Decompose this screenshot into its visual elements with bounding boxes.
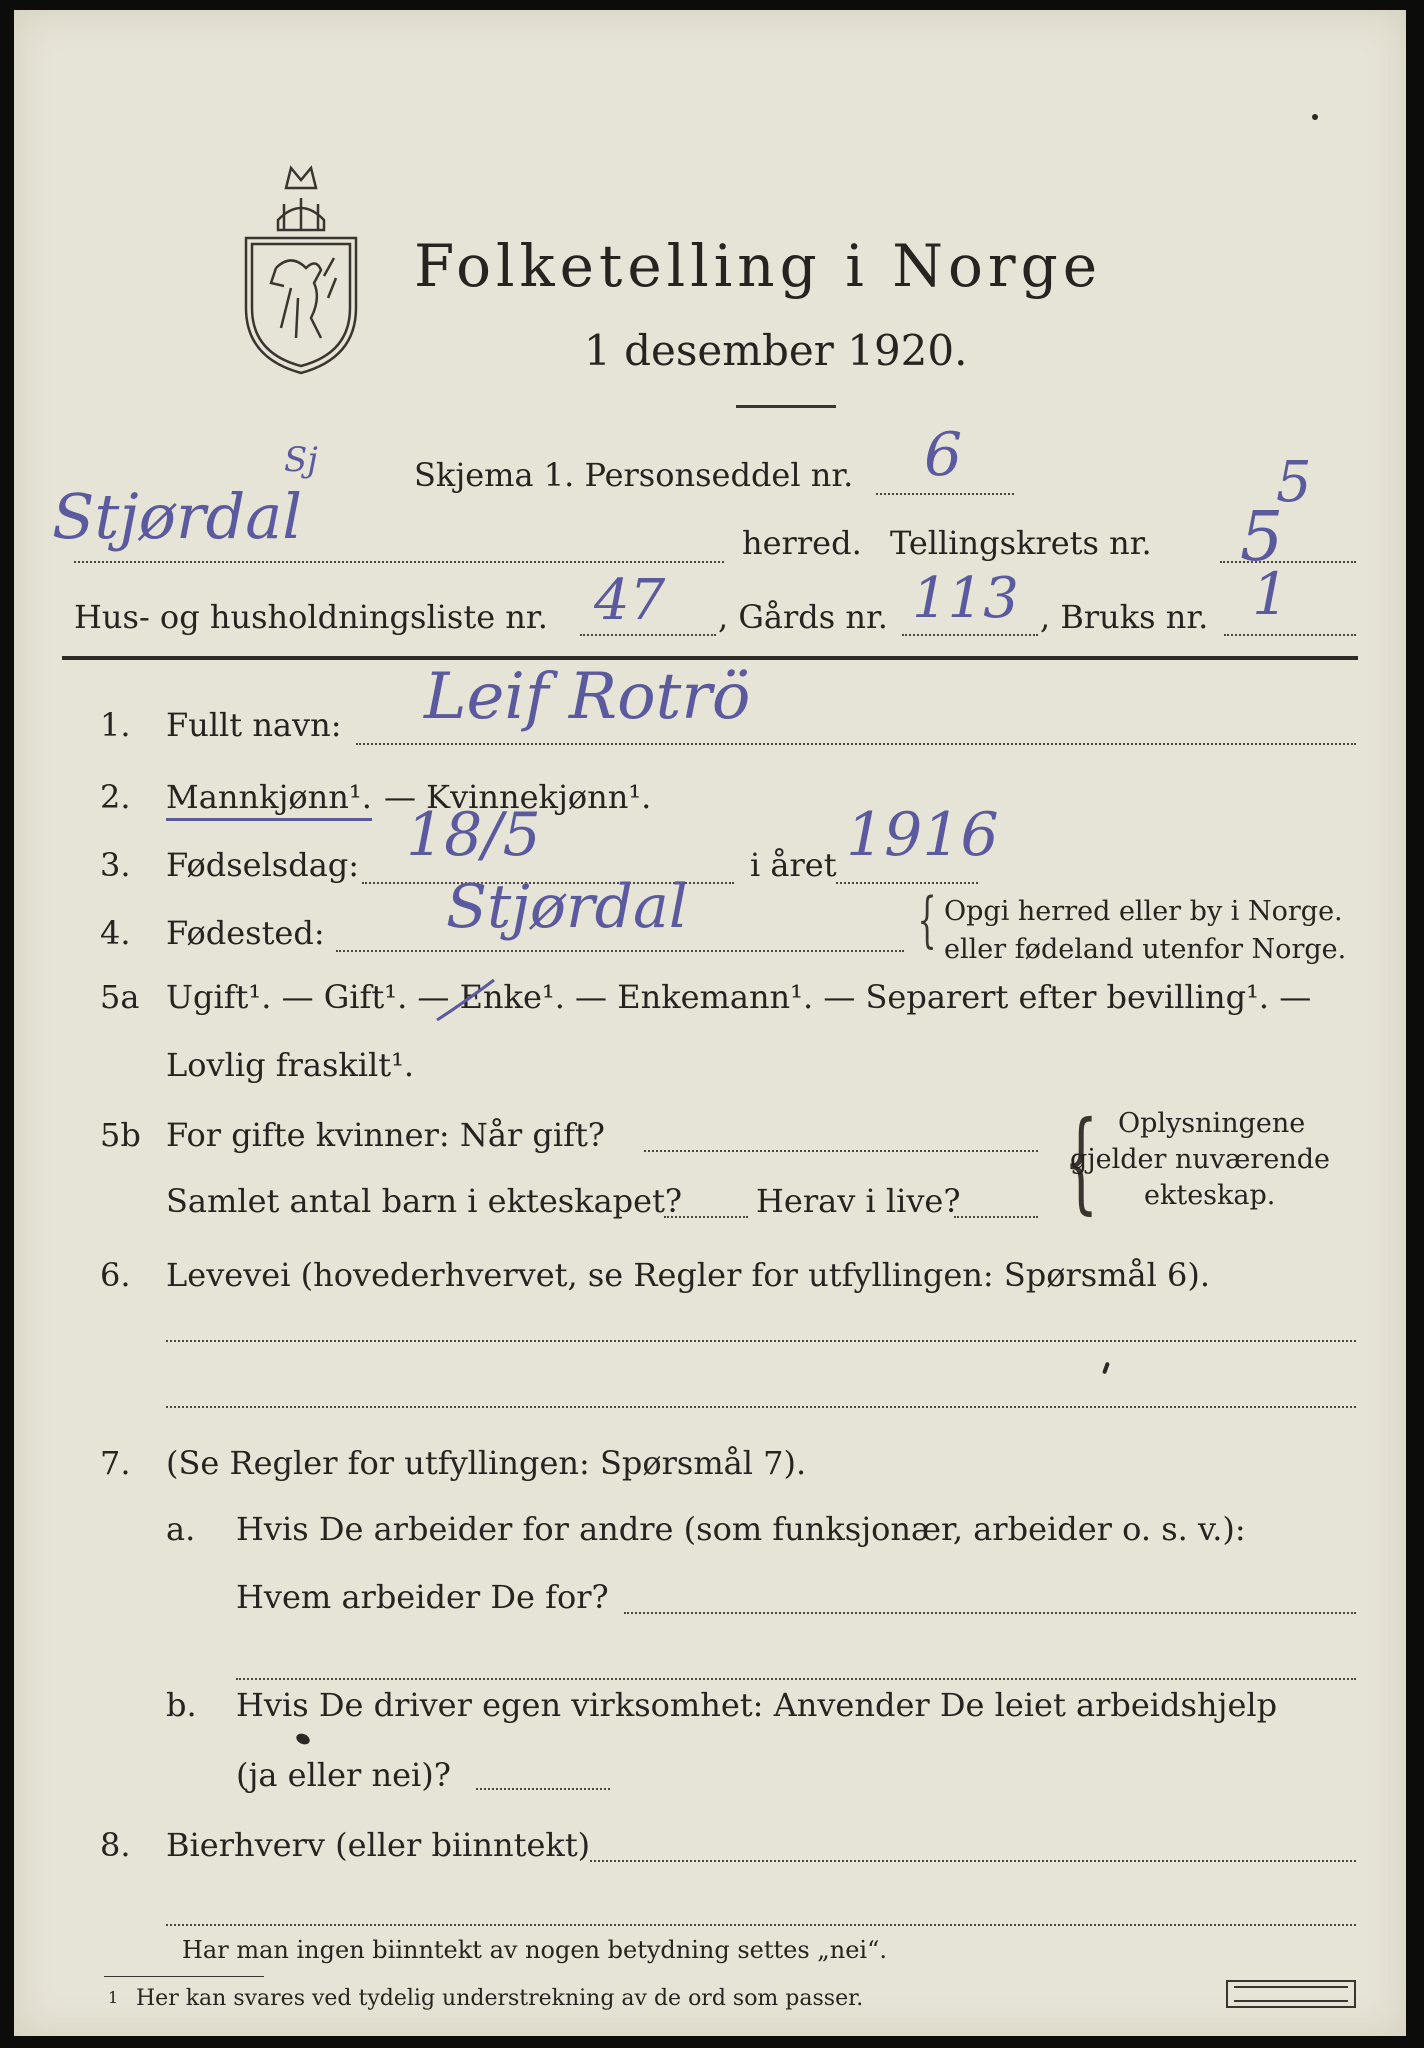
q7-label: (Se Regler for utfyllingen: Spørsmål 7). xyxy=(166,1444,807,1482)
q8-label: Bierhverv (eller biinntekt) xyxy=(166,1826,591,1864)
q3-year-line xyxy=(836,882,978,884)
hus-liste-label: Hus- og husholdningsliste nr. xyxy=(74,598,548,636)
q1-line xyxy=(356,743,1356,745)
q5b-alive-line xyxy=(954,1216,1038,1218)
q7b-letter: b. xyxy=(166,1686,197,1724)
q4-label: Fødested: xyxy=(166,914,325,952)
bruks-value: 1 xyxy=(1252,560,1289,628)
paper-speck xyxy=(1312,114,1318,120)
q1-number: 1. xyxy=(100,706,131,744)
census-form-page xyxy=(14,10,1406,2036)
q5b-number: 5b xyxy=(100,1116,141,1154)
personseddel-line xyxy=(876,493,1014,495)
birth-day-value: 18/5 xyxy=(406,800,541,870)
hus-liste-line xyxy=(580,634,716,636)
tellingskrets-value-top: 5 xyxy=(1276,450,1312,515)
q3-label: Fødselsdag: xyxy=(166,846,360,884)
q5a-number: 5a xyxy=(100,978,140,1016)
q5b-line xyxy=(644,1150,1038,1152)
q4-number: 4. xyxy=(100,914,131,952)
bruks-label: , Bruks nr. xyxy=(1040,598,1209,636)
q6-number: 6. xyxy=(100,1256,131,1294)
form-title: Folketelling i Norge xyxy=(414,232,1103,300)
herred-label: herred. xyxy=(742,524,862,562)
q1-label: Fullt navn: xyxy=(166,706,342,744)
q5b-children-label: Samlet antal barn i ekteskapet? xyxy=(166,1182,683,1220)
q5b-note-line3: ekteskap. xyxy=(1144,1180,1276,1211)
birthplace-value: Stjørdal xyxy=(446,872,688,942)
q8-number: 8. xyxy=(100,1826,131,1864)
nei-note: Har man ingen biinntekt av nogen betydning settes „nei“. xyxy=(182,1936,887,1964)
q6-label: Levevei (hovederhvervet, se Regler for utfyllingen: Spørsmål 6). xyxy=(166,1256,1211,1294)
ink-blot xyxy=(295,1732,312,1747)
q5a-options-cont: Lovlig fraskilt¹. xyxy=(166,1046,415,1084)
q7b-label: Hvis De driver egen virksomhet: Anvender De leiet arbeidshjelp xyxy=(236,1686,1278,1724)
q2-male-option: Mannkjønn¹. xyxy=(166,778,372,821)
q2-other-options: — Kvinnekjønn¹. xyxy=(384,778,652,816)
q4-note-brace: { xyxy=(917,885,937,955)
full-name-value: Leif Rotrö xyxy=(424,660,751,734)
tellingskrets-value: 5 xyxy=(1240,498,1284,577)
footnote-marker: 1 xyxy=(108,1988,119,2007)
hus-liste-value: 47 xyxy=(594,568,666,633)
q3-number: 3. xyxy=(100,846,131,884)
personseddel-label: Skjema 1. Personseddel nr. xyxy=(414,456,854,494)
q8-line xyxy=(590,1860,1356,1862)
q5b-note-brace: { xyxy=(1063,1097,1099,1225)
q4-note-line2: eller fødeland utenfor Norge. xyxy=(944,934,1347,965)
gards-value: 113 xyxy=(912,566,1019,631)
q4-note-line1: Opgi herred eller by i Norge. xyxy=(944,896,1343,927)
q3-year-label: i året xyxy=(750,846,837,884)
q5b-children-line xyxy=(664,1216,748,1218)
q7b-yesno-label: (ja eller nei)? xyxy=(236,1756,451,1794)
marital-status-mark xyxy=(432,974,502,1024)
q5b-label: For gifte kvinner: Når gift? xyxy=(166,1116,605,1154)
personseddel-value: 6 xyxy=(924,420,963,490)
norwegian-lion-coat-of-arms-icon xyxy=(236,158,366,378)
q7a-employer-label: Hvem arbeider De for? xyxy=(236,1578,609,1616)
q5b-note-line1: Oplysningene xyxy=(1118,1108,1306,1139)
gards-label: , Gårds nr. xyxy=(718,598,888,636)
footnote-text: Her kan svares ved tydelig understrekning av de ord som passer. xyxy=(136,1986,864,2011)
bruks-line xyxy=(1224,634,1356,636)
q6-line-1 xyxy=(166,1340,1356,1342)
q5b-note-line2: gjelder nuværende xyxy=(1070,1144,1330,1175)
q7a-letter: a. xyxy=(166,1510,196,1548)
q7b-yesno-line xyxy=(476,1788,610,1790)
q4-line xyxy=(336,950,904,952)
q6-line-2 xyxy=(166,1406,1356,1408)
footnote-rule xyxy=(104,1976,264,1977)
herred-line xyxy=(74,561,724,563)
q7a-line-2 xyxy=(236,1678,1356,1680)
form-date: 1 desember 1920. xyxy=(584,326,968,375)
q5b-alive-label: Herav i live? xyxy=(756,1182,961,1220)
birth-year-value: 1916 xyxy=(846,800,999,870)
q7a-employer-line xyxy=(624,1612,1356,1614)
ink-speck xyxy=(1102,1362,1110,1375)
q2-number: 2. xyxy=(100,778,131,816)
herred-name-value: Stjørdal xyxy=(52,480,303,553)
printer-stamp xyxy=(1226,1980,1356,2008)
tellingskrets-label: Tellingskrets nr. xyxy=(890,524,1152,562)
gards-line xyxy=(902,634,1038,636)
q8-line-2 xyxy=(166,1924,1356,1926)
title-divider xyxy=(736,405,836,408)
q5a-options: Ugift¹. — Gift¹. — Enke¹. — Enkemann¹. — Separert efter bevilling¹. — xyxy=(166,978,1312,1016)
q7a-label: Hvis De arbeider for andre (som funksjonær, arbeider o. s. v.): xyxy=(236,1510,1246,1548)
herred-prefix-mark: Sj xyxy=(284,440,318,480)
q7-number: 7. xyxy=(100,1444,131,1482)
